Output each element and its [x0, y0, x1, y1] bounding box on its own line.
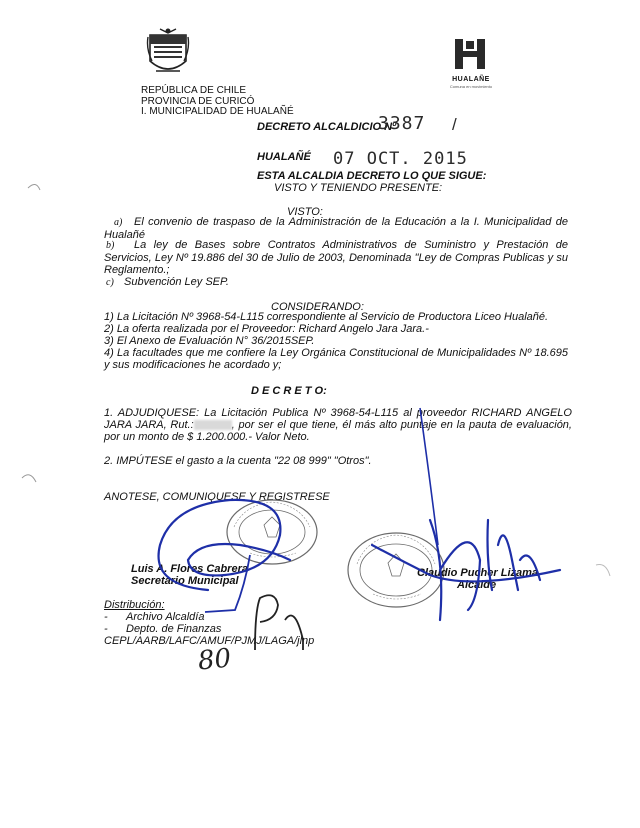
handwritten-number: 80 [196, 643, 233, 677]
hualane-logo [447, 37, 495, 89]
decree-place: HUALAÑÉ [257, 151, 311, 163]
logo-tagline: Comuna en movimiento [449, 84, 493, 89]
considerando-item: 1) La Licitación Nº 3968-54-L115 correspondiente al Servicio de Productora Liceo Hualañé. [104, 311, 549, 323]
visto-marker: c) [106, 277, 114, 288]
distribution-title: Distribución: [104, 599, 165, 611]
stamp-secretary [224, 497, 320, 567]
visto-text: El convenio de traspaso de la Administración de la Educación a la I. Municipalidad de Hualañé [104, 216, 568, 241]
decreto-item-1-label: 1. ADJUDIQUESE: [104, 407, 200, 419]
decreto-item-1-text-b: , por ser el que tiene, él más alto puntaje en la pauta de evaluación, por un monto de $ 1.200.000.- Valor Neto. [104, 419, 572, 443]
decree-date-stamp: 07 OCT. 2015 [333, 149, 468, 169]
visto-marker: a) [114, 217, 123, 228]
decree-label: DECRETO ALCALDICIO Nº [257, 121, 397, 133]
decreto-title: D E C R E T O: [251, 385, 327, 397]
decree-intro-2: VISTO Y TENIENDO PRESENTE: [274, 182, 443, 194]
closing-text: ANOTESE, COMUNIQUESE Y REGISTRESE [104, 491, 330, 503]
header-province: PROVINCIA DE CURICÓ [141, 95, 255, 107]
decreto-item-2 [104, 455, 572, 467]
decreto-item-2-text: el gasto a la cuenta "22 08 999" "Otros". [175, 455, 372, 467]
distribution-item: - Archivo Alcaldía [104, 611, 205, 623]
visto-text: La ley de Bases sobre Contratos Administrativos de Suministro y Prestación de Servicios, Ley Nº 19.886 del 30 de Julio de 2003, Denominada "Ley de Compras Publicas y su Reglamento.; [104, 239, 568, 276]
right-signature-title: Alcalde [457, 579, 497, 591]
left-signature [131, 563, 248, 587]
redacted-rut [194, 420, 232, 430]
left-signature-name: Luis A. Flores Cabrera [131, 563, 248, 575]
visto-item-a [104, 216, 568, 241]
coat-of-arms-logo [146, 27, 190, 79]
right-signature-name: Claudio Pucher Lizama [417, 567, 539, 579]
decreto-item-2-label: 2. IMPÚTESE [104, 455, 173, 467]
logo-name: HUALAÑE [452, 76, 490, 83]
decreto-item-1 [104, 407, 572, 443]
header-republic: REPÚBLICA DE CHILE [141, 85, 247, 96]
distribution-initials: CEPL/AARB/LAFC/AMUF/PJMJ/LAGA/jlnp [104, 635, 315, 647]
distribution-item: - Depto. de Finanzas [104, 623, 222, 635]
decree-number: 3387 [378, 113, 426, 134]
considerando-list [104, 311, 568, 371]
visto-item-b [104, 239, 568, 276]
decreto-item-1-text-a: La Licitación Publica Nº 3968-54-L115 al proveedor RICHARD ANGELO JARA JARA, Rut.: [104, 407, 572, 431]
visto-marker: b) [106, 240, 115, 251]
visto-title: VISTO: [287, 206, 323, 218]
visto-text: Subvención Ley SEP. [124, 276, 229, 288]
decree-intro: ESTA ALCALDIA DECRETO LO QUE SIGUE: [257, 170, 487, 182]
considerando-title: CONSIDERANDO: [271, 301, 364, 313]
left-signature-title: Secretario Municipal [131, 575, 239, 587]
visto-item-c [104, 276, 568, 289]
distribution-block [104, 599, 314, 647]
considerando-item: 2) La oferta realizada por el Proveedor: Richard Angelo Jara Jara.- [104, 323, 429, 335]
considerando-item: 3) El Anexo de Evaluación N° 36/2015SEP. [104, 335, 315, 347]
header-block [141, 86, 294, 118]
right-signature [417, 567, 538, 591]
header-municipality: I. MUNICIPALIDAD DE HUALAÑÉ [141, 106, 294, 117]
considerando-item: 4) La facultades que me confiere la Ley Orgánica Constitucional de Municipalidades Nº 18.695 y sus modificaciones he acordado y; [104, 347, 568, 371]
decree-number-slash: / [452, 115, 457, 134]
